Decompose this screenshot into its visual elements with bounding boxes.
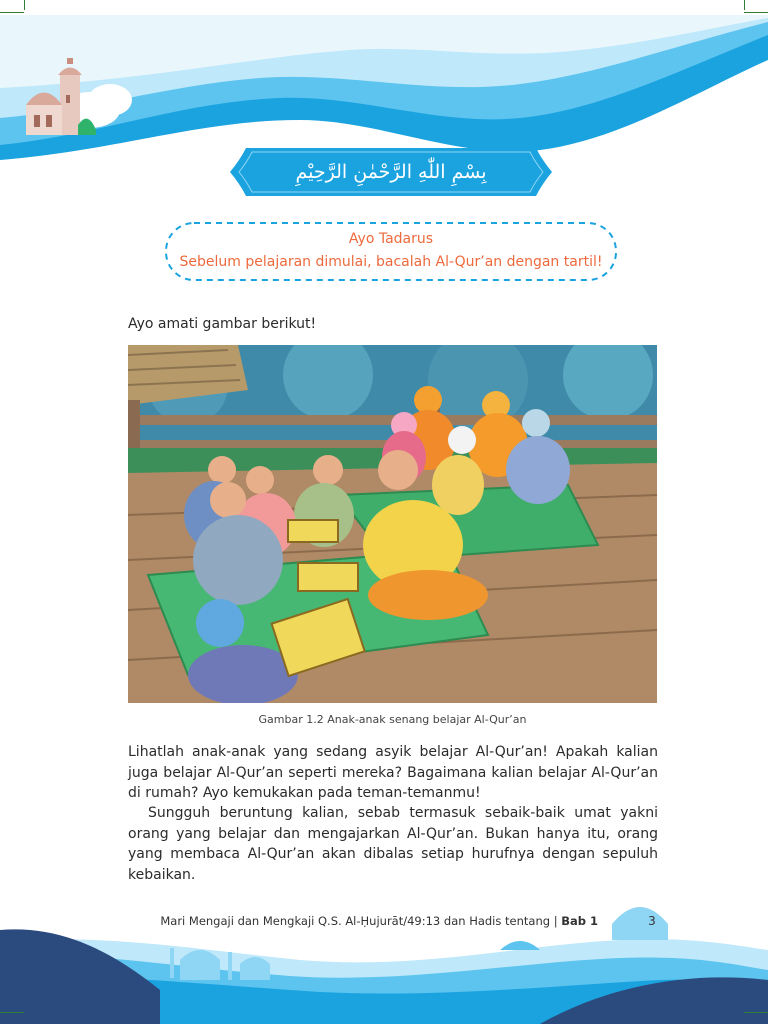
crop-mark-top-right-v bbox=[744, 0, 745, 10]
intro-text: Ayo amati gambar berikut! bbox=[128, 316, 317, 332]
crop-mark-top-right bbox=[744, 12, 768, 13]
paragraph-1: Lihatlah anak-anak yang sedang asyik belajar Al-Qur’an! Apakah kalian juga belajar Al-Qur’an seperti mereka? Bagaimana kalian belajar Al-Qur’an di rumah? Ayo kemukakan pada teman-temanmu! bbox=[128, 744, 658, 801]
figure-caption: Gambar 1.2 Anak-anak senang belajar Al-Qur’an bbox=[258, 713, 527, 726]
footer-chapter: Bab 1 bbox=[561, 914, 598, 928]
bismillah-text: بِسْمِ اللّٰهِ الرَّحْمٰنِ الرَّحِيْمِ bbox=[295, 161, 487, 183]
footer-book-title-text: Mari Mengaji dan Mengkaji Q.S. Al-Ḥujurāt/49:13 dan Hadis tentang | bbox=[160, 914, 558, 928]
crop-mark-bottom-left bbox=[0, 1012, 24, 1013]
paragraph-2: Sungguh beruntung kalian, sebab termasuk sebaik-baik umat yakni orang yang belajar dan mengajarkan Al-Qur’an. Bukan hanya itu, orang yang membaca Al-Qur’an akan dibalas setiap hurufnya dengan sepuluh kebaikan. bbox=[128, 805, 658, 883]
children-learning-illustration bbox=[128, 345, 657, 703]
crop-mark-bottom-right bbox=[744, 1012, 768, 1013]
crop-mark-top-left bbox=[0, 12, 24, 13]
footer-book-title bbox=[130, 914, 598, 928]
tadarus-title: Ayo Tadarus bbox=[348, 231, 434, 247]
crop-mark-top-left-v bbox=[24, 0, 25, 10]
tadarus-instruction: Sebelum pelajaran dimulai, bacalah Al-Qur’an dengan tartil! bbox=[179, 254, 603, 270]
bottom-wave-decoration bbox=[0, 880, 768, 1024]
page-number: 3 bbox=[648, 914, 656, 928]
tadarus-text bbox=[164, 228, 618, 274]
